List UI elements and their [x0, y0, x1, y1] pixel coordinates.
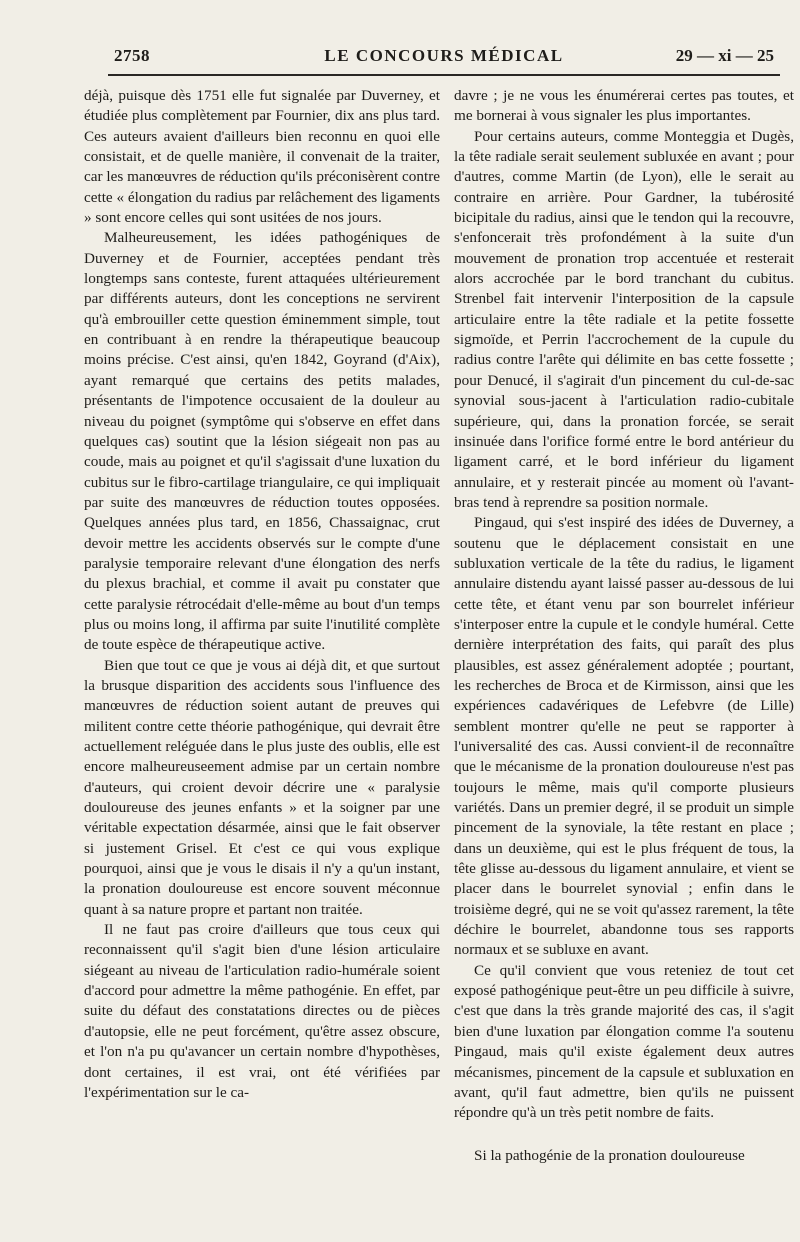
journal-title: LE CONCOURS MÉDICAL — [324, 46, 564, 65]
paragraph: davre ; je ne vous les énumérerai certes pas toutes, et me bornerai à vous signaler les plus importantes. — [454, 87, 794, 125]
right-column — [454, 86, 794, 1196]
paragraph: Pour certains auteurs, comme Monteggia et Dugès, la tête radiale serait seulement subluxée en avant ; pour d'autres, comme Martin (de Lyon), elle le serait au contraire en arrière. Pour Gardner, la tubérosité bicipitale du radius, ainsi que le tendon qui la recouvre, s'enfoncerait très profondément à la suite d'un mouvement de pronation trop accentuée et resterait alors accrochée par le bord tranchant du cubitus. Strenbel fait intervenir l'interposition de la capsule articulaire entre la tête radiale et la petite fossette sigmoïde, et Perrin l'accrochement de la cupule du radius contre l'arête qui délimite en bas cette fossette ; pour Denucé, il s'agirait d'un pincement du cul-de-sac synovial sous-jacent à l'articulation radio-cubitale supérieure, qui, dans la pronation forcée, se serait insinuée dans l'orifice formé entre le bord antérieur du ligament carré, et le bord inférieur du ligament annulaire, et y resterait pincée au moment où l'avant-bras tend à reprendre sa position normale. — [454, 127, 794, 511]
paragraph: Pingaud, qui s'est inspiré des idées de Duverney, a soutenu que le déplacement consistait en une subluxation verticale de la tête du radius, le ligament annulaire distendu ayant laissé passer au-dessous de lui cette tête, et étant venu par son bourrelet inférieur s'interposer entre la cupule et le condyle huméral. Cette dernière interprétation des faits, qui paraît des plus plausibles, est assez généralement adoptée ; pourtant, les recherches de Broca et de Kirmisson, ainsi que les expériences cadavériques de Lefebvre (de Lille) semblent montrer qu'elle ne peut se rapporter à l'universalité des cas. Aussi convient-il de reconnaître que le mécanisme de la pronation douloureuse n'est pas toujours le même, mais qu'il comporte plusieurs variétés. Dans un premier degré, il se produit un simple pincement de la synoviale, la tête restant en place ; dans un deuxième, qui est le plus fréquent de tous, la tête glisse au-dessous du ligament annulaire, et vient se placer dans le bourrelet synovial ; enfin dans le troisième degré, qui ne se voit qu'assez rarement, la tête déchire le bourrelet, abandonne tous ses rapports normaux et se subluxe en avant. — [454, 514, 794, 959]
page-number: 2758 — [114, 46, 150, 65]
paragraph: Il ne faut pas croire d'ailleurs que tous ceux qui reconnaissent qu'il s'agit bien d'une lésion articulaire siégeant au niveau de l'articulation radio-humérale soient d'accord pour admettre la même pathogénie. En effet, par suite du défaut des constatations directes ou de pièces d'autopsie, elle ne peut forcément, qu'être assez obscure, et l'on n'a pu qu'avancer un certain nombre d'hypothèses, dont certaines, il est vrai, ont été vérifiées par l'expérimentation sur le ca- — [84, 921, 440, 1101]
running-header — [108, 44, 780, 76]
paragraph: Malheureusement, les idées pathogéniques de Duverney et de Fournier, acceptées pendant très longtemps sans conteste, furent attaquées ultérieurement par différents auteurs, dont les conceptions ne servirent qu'à embrouiller cette question éminemment simple, tout en contribuant à en rendre la thérapeutique beaucoup moins précise. C'est ainsi, qu'en 1842, Goyrand (d'Aix), ayant remarqué que certains des petits malades, présentants de l'impotence occusaient de la douleur au niveau du poignet (symptôme qui s'observe en effet dans quelques cas) soutint que la lésion siégeait non pas au coude, mais au poignet et qu'il s'agissait d'une luxation du cubitus sur le fibro-cartilage triangulaire, ce qui impliquait par suite des manœuvres de réduction toutes opposées. Quelques années plus tard, en 1856, Chassaignac, crut devoir mettre les accidents observés sur le compte d'une paralysie temporaire relevant d'une élongation des nerfs du plexus brachial, et comme il avait pu constater que cette paralysie rétrocédait d'elle-même au bout d'un temps plus ou moins long, il affirma par suite l'inutilité complète de toute espèce de thérapeutique active. — [84, 229, 440, 654]
paragraph: déjà, puisque dès 1751 elle fut signalée par Duverney, et étudiée plus complètement par Fournier, dix ans plus tard. Ces auteurs avaient d'ailleurs bien reconnu en quoi elle consistait, et de quelle manière, il convenait de la traiter, car les manœuvres de réduction qu'ils préconisèrent contre cette « élongation du radius par relâchement des ligaments » sont encore celles qui sont usitées de nos jours. — [84, 87, 440, 227]
paragraph: Ce qu'il convient que vous reteniez de tout cet exposé pathogénique peut-être un peu difficile à suivre, c'est que dans la très grande majorité des cas, il s'agit bien d'une luxation par élongation comme l'a soutenu Pingaud, mais qu'il existe également deux autres mécanismes, pincement de la capsule et subluxation en avant, qu'il faut admettre, bien qu'ils ne puissent répondre qu'à un très petit nombre de faits. — [454, 961, 794, 1122]
paragraph: Bien que tout ce que je vous ai déjà dit, et que surtout la brusque disparition des accidents sous l'influence des manœuvres de réduction soient autant de preuves qui militent contre cette théorie pathogénique, qui devrait être actuellement reléguée dans le plus juste des oublis, elle est encore malheureuseement admise par un certain nombre d'auteurs, qui croient devoir décrire une « paralysie douloureuse des jeunes enfants » et la soigner par une véritable expectation désarmée, ainsi que le fait observer si justement Grisel. Et c'est ce qui vous explique pourquoi, ainsi que je vous le disais il n'y a qu'un instant, la pronation douloureuse est encore souvent méconnue quant à sa nature propre et partant non traitée. — [84, 656, 440, 918]
issue-date: 29 — xi — 25 — [675, 46, 774, 65]
left-column — [84, 86, 440, 1196]
paragraph: Si la pathogénie de la pronation douloureuse — [474, 1146, 745, 1164]
